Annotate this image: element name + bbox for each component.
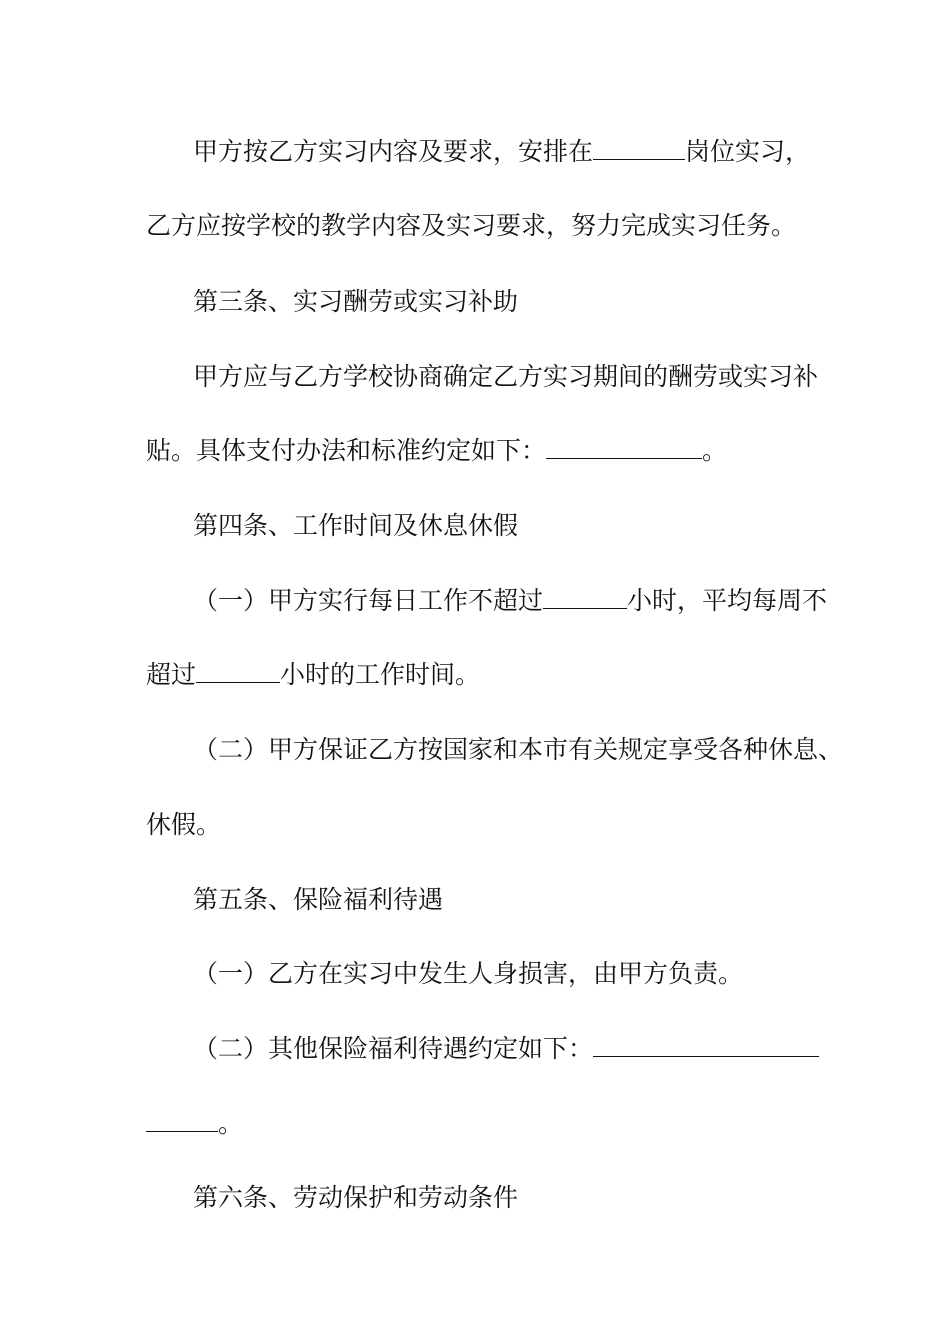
article-3-title: 第三条、实习酬劳或实习补助 bbox=[193, 287, 519, 316]
line-10-text: 休假。 bbox=[146, 810, 222, 839]
blank-field-weekly-hours bbox=[196, 662, 280, 683]
paragraph-line-8 bbox=[146, 659, 480, 691]
line-12-text: （一）乙方在实习中发生人身损害，由甲方负责。 bbox=[193, 959, 744, 988]
article-5-title: 第五条、保险福利待遇 bbox=[193, 885, 444, 914]
article-6-title: 第六条、劳动保护和劳动条件 bbox=[193, 1183, 519, 1212]
line-8-text: 超过 bbox=[146, 660, 197, 689]
line-7-text: （一）甲方实行每日工作不超过 bbox=[193, 586, 544, 615]
article-5-heading bbox=[193, 884, 443, 916]
blank-field-daily-hours bbox=[543, 588, 627, 609]
line-14-text-end: 。 bbox=[218, 1109, 244, 1138]
paragraph-line-10 bbox=[146, 809, 221, 841]
line-5-text-end: 。 bbox=[702, 436, 728, 465]
line-1-text: 甲方按乙方实习内容及要求，安排在 bbox=[193, 137, 594, 166]
paragraph-line-5 bbox=[146, 435, 727, 467]
paragraph-line-9 bbox=[193, 734, 843, 766]
paragraph-line-13 bbox=[193, 1033, 819, 1065]
paragraph-line-4 bbox=[193, 361, 818, 393]
line-4-text: 甲方应与乙方学校协商确定乙方实习期间的酬劳或实习补 bbox=[193, 362, 819, 391]
article-6-heading bbox=[193, 1182, 518, 1214]
blank-field-benefits-continued bbox=[146, 1111, 218, 1132]
line-9-text: （二）甲方保证乙方按国家和本市有关规定享受各种休息、 bbox=[193, 735, 844, 764]
article-4-heading bbox=[193, 510, 518, 542]
line-2-text: 乙方应按学校的教学内容及实习要求，努力完成实习任务。 bbox=[146, 211, 797, 240]
paragraph-line-14 bbox=[146, 1108, 243, 1140]
blank-field-payment bbox=[546, 438, 702, 459]
line-7-text-end: 小时，平均每周不 bbox=[627, 586, 828, 615]
blank-field-benefits bbox=[593, 1036, 819, 1057]
article-4-title: 第四条、工作时间及休息休假 bbox=[193, 511, 519, 540]
line-5-text: 贴。具体支付办法和标准约定如下： bbox=[146, 436, 547, 465]
blank-field-position bbox=[593, 139, 685, 160]
paragraph-line-7 bbox=[193, 585, 827, 617]
paragraph-line-12 bbox=[193, 958, 743, 990]
line-13-text: （二）其他保险福利待遇约定如下： bbox=[193, 1034, 594, 1063]
paragraph-line-1 bbox=[193, 136, 810, 168]
article-3-heading bbox=[193, 286, 518, 318]
line-1-text-end: 岗位实习， bbox=[685, 137, 811, 166]
line-8-text-end: 小时的工作时间。 bbox=[280, 660, 481, 689]
paragraph-line-2 bbox=[146, 210, 796, 242]
